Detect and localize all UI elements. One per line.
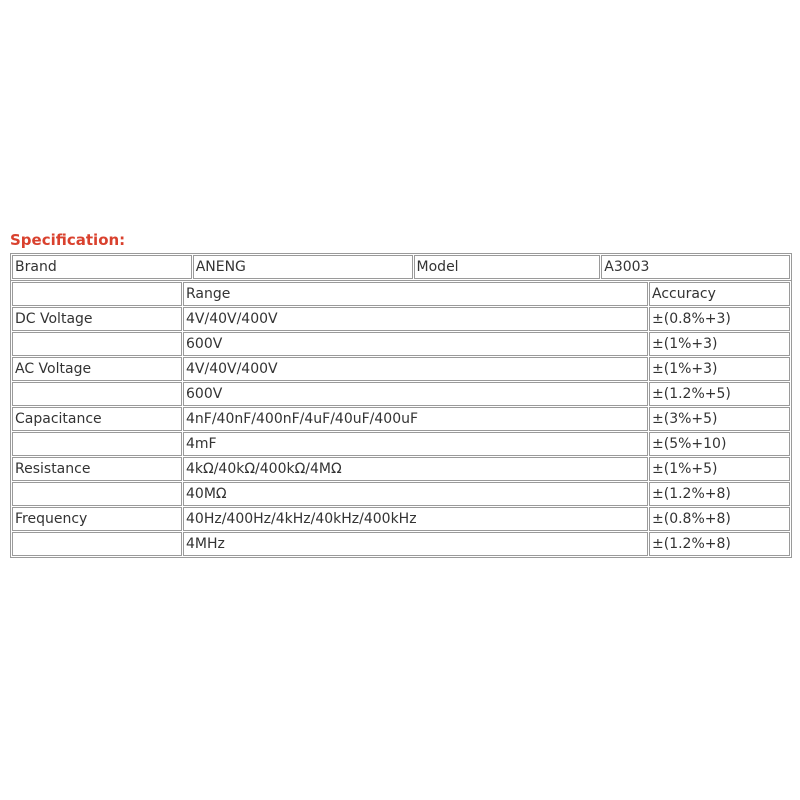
model-value: A3003 <box>601 255 790 279</box>
cell-function <box>12 332 182 356</box>
spec-header-row <box>12 282 790 306</box>
cell-function: Resistance <box>12 457 182 481</box>
cell-accuracy: ±(1.2%+5) <box>649 382 790 406</box>
brand-table <box>10 253 792 281</box>
cell-accuracy: ±(1.2%+8) <box>649 482 790 506</box>
cell-function: Frequency <box>12 507 182 531</box>
cell-function <box>12 532 182 556</box>
cell-function <box>12 482 182 506</box>
model-label: Model <box>414 255 601 279</box>
brand-value: ANENG <box>193 255 413 279</box>
header-range: Range <box>183 282 648 306</box>
cell-range: 4mF <box>183 432 648 456</box>
cell-accuracy: ±(1%+5) <box>649 457 790 481</box>
cell-range: 600V <box>183 332 648 356</box>
table-row <box>12 332 790 356</box>
cell-range: 4kΩ/40kΩ/400kΩ/4MΩ <box>183 457 648 481</box>
spec-table <box>10 280 792 558</box>
cell-accuracy: ±(1.2%+8) <box>649 532 790 556</box>
cell-range: 40MΩ <box>183 482 648 506</box>
table-row <box>12 307 790 331</box>
table-row <box>12 507 790 531</box>
cell-range: 4V/40V/400V <box>183 357 648 381</box>
cell-accuracy: ±(1%+3) <box>649 332 790 356</box>
cell-range: 40Hz/400Hz/4kHz/40kHz/400kHz <box>183 507 648 531</box>
cell-range: 600V <box>183 382 648 406</box>
cell-accuracy: ±(1%+3) <box>649 357 790 381</box>
table-row <box>12 407 790 431</box>
table-row <box>12 432 790 456</box>
table-row <box>12 357 790 381</box>
cell-accuracy: ±(0.8%+3) <box>649 307 790 331</box>
brand-label: Brand <box>12 255 192 279</box>
cell-range: 4nF/40nF/400nF/4uF/40uF/400uF <box>183 407 648 431</box>
cell-function <box>12 382 182 406</box>
cell-range: 4V/40V/400V <box>183 307 648 331</box>
cell-function: AC Voltage <box>12 357 182 381</box>
cell-accuracy: ±(3%+5) <box>649 407 790 431</box>
cell-accuracy: ±(5%+10) <box>649 432 790 456</box>
cell-function: Capacitance <box>12 407 182 431</box>
table-row <box>12 532 790 556</box>
table-row <box>12 482 790 506</box>
header-function <box>12 282 182 306</box>
cell-range: 4MHz <box>183 532 648 556</box>
cell-function: DC Voltage <box>12 307 182 331</box>
table-row <box>12 457 790 481</box>
brand-row <box>12 255 790 279</box>
header-accuracy: Accuracy <box>649 282 790 306</box>
cell-accuracy: ±(0.8%+8) <box>649 507 790 531</box>
cell-function <box>12 432 182 456</box>
page-title: Specification: <box>10 231 126 249</box>
table-row <box>12 382 790 406</box>
